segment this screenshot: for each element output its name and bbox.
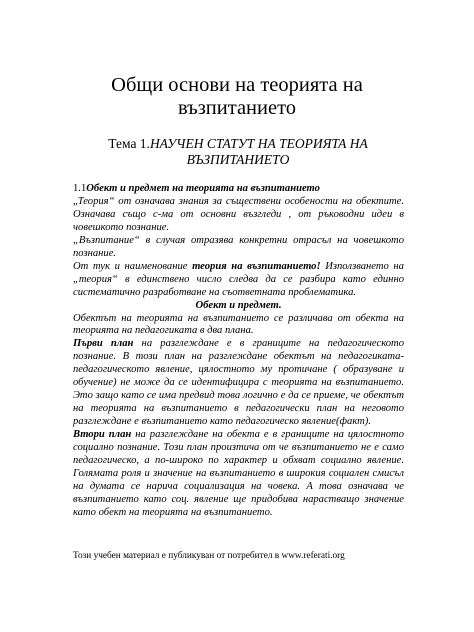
paragraph-first-plan bbox=[73, 338, 404, 429]
paragraph-naming-rest: Използването на „теория“ в единствено число следва да се разбира като единно систематично разработване на съответната проблематика. bbox=[73, 260, 404, 298]
paragraph-object: Обектът на теорията на възпитанието се различава от обекта на теорията на педагогиката в два плана. bbox=[73, 312, 404, 337]
topic-number: Тема 1. bbox=[108, 136, 150, 151]
section-number: 1.1 bbox=[73, 183, 87, 194]
paragraph-theory: „Теория“ от означава знания за съществени особености на обектите. Означава също с-ма от основни възгледи , от ръководни идеи в човешкото познание. bbox=[73, 195, 404, 233]
first-plan-label: Първи план bbox=[73, 338, 134, 350]
paragraph-naming-intro: От тук и наименование bbox=[73, 260, 193, 272]
paragraph-naming-term: теория на възпитанието! bbox=[192, 260, 321, 272]
second-plan-text: на разглеждане на обекта е в границите на цялостното социално познание. Този план произтича от че възпитанието не е само педагогическо, а по-широко по характер и обхват социално явление. Голямата роля и значение на възпитанието в широкия социален смисъл на думата се нарича социализация на човека. А това означава че възпитанието като соц. явление ще придобива нарастващо значение като обект на теорията на възпитанието. bbox=[73, 429, 405, 518]
topic-title: НАУЧЕН СТАТУТ НА ТЕОРИЯТА НА ВЪЗПИТАНИЕТО bbox=[149, 136, 368, 167]
first-plan-text: на разглеждане е в границите на педагогическото познание. В този план на разглеждане обектът на педагогиката-педагогическото явление, цялостното му протичане ( образуване и обучение) не може да се идентифицира с теорията на възпитанието. Это защо като се има предвид това логично е да се приеме, че обектът на теорията на възпитанието в педагогически план на неговото разглеждане е възпитанието като педагогическо явление(факт). bbox=[73, 338, 404, 428]
document-title: Общи основи на теорията на възпитанието bbox=[111, 74, 363, 119]
section-heading bbox=[73, 183, 404, 196]
subsection-heading: Обект и предмет. bbox=[195, 299, 282, 311]
second-plan-label: Втори план bbox=[73, 429, 132, 441]
section-title: Обект и предмет на теорията на възпитанието bbox=[86, 183, 320, 194]
document-body bbox=[73, 183, 404, 520]
footer-note: Този учебен материал е публикуван от потребител в www.referati.org bbox=[73, 551, 345, 561]
paragraph-second-plan bbox=[73, 429, 404, 520]
topic-heading bbox=[95, 136, 381, 168]
paragraph-upbringing: „Възпитание“ в случая отразява конкретни отрасъл на човешкото познание. bbox=[73, 234, 404, 259]
paragraph-naming bbox=[73, 261, 404, 300]
